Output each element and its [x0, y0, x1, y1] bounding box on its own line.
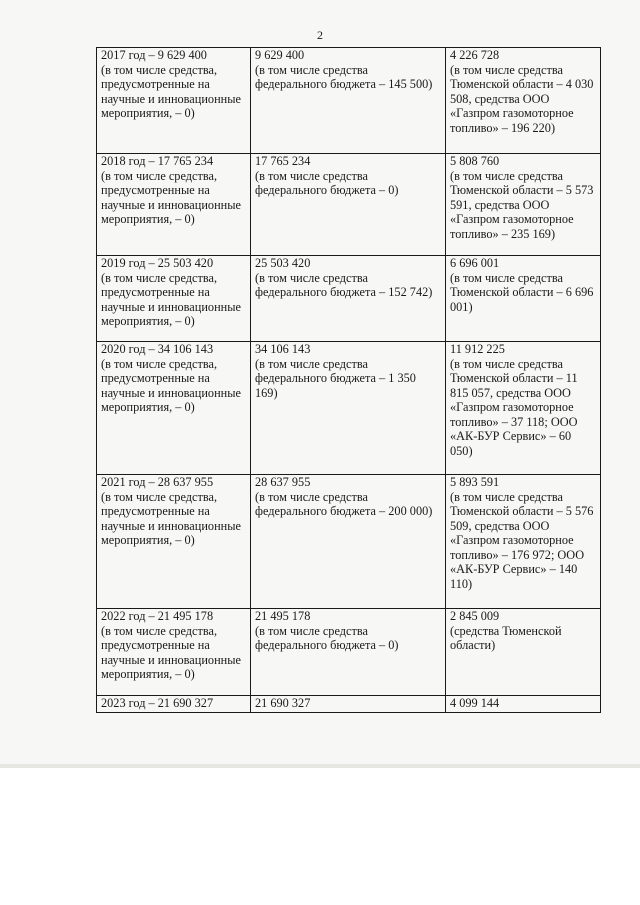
total-cell: 2023 год – 21 690 327 [97, 696, 251, 713]
table-row [97, 256, 601, 342]
federal-cell: 17 765 234 (в том числе средства федерального бюджета – 0) [251, 154, 446, 256]
table-row [97, 48, 601, 154]
total-cell: 2020 год – 34 106 143 (в том числе средства, предусмотренные на научные и инновационные мероприятия, – 0) [97, 342, 251, 475]
funding-table [96, 47, 601, 713]
total-cell: 2019 год – 25 503 420 (в том числе средства, предусмотренные на научные и инновационные мероприятия, – 0) [97, 256, 251, 342]
regional-cell: 4 226 728 (в том числе средства Тюменской области – 4 030 508, средства ООО «Газпром газомоторное топливо» – 196 220) [446, 48, 601, 154]
regional-cell: 11 912 225 (в том числе средства Тюменской области – 11 815 057, средства ООО «Газпром газомоторное топливо» – 37 118; ООО «АК-БУР Сервис» – 60 050) [446, 342, 601, 475]
total-cell: 2021 год – 28 637 955 (в том числе средства, предусмотренные на научные и инновационные мероприятия, – 0) [97, 475, 251, 609]
total-cell: 2017 год – 9 629 400 (в том числе средства, предусмотренные на научные и инновационные мероприятия, – 0) [97, 48, 251, 154]
regional-cell: 5 808 760 (в том числе средства Тюменской области – 5 573 591, средства ООО «Газпром газомоторное топливо» – 235 169) [446, 154, 601, 256]
federal-cell: 34 106 143 (в том числе средства федерального бюджета – 1 350 169) [251, 342, 446, 475]
total-cell: 2018 год – 17 765 234 (в том числе средства, предусмотренные на научные и инновационные мероприятия, – 0) [97, 154, 251, 256]
table-row [97, 154, 601, 256]
table-row [97, 696, 601, 713]
regional-cell: 5 893 591 (в том числе средства Тюменской области – 5 576 509, средства ООО «Газпром газомоторное топливо» – 176 972; ООО «АК-БУР Сервис» – 140 110) [446, 475, 601, 609]
federal-cell: 28 637 955 (в том числе средства федерального бюджета – 200 000) [251, 475, 446, 609]
federal-cell: 21 495 178 (в том числе средства федерального бюджета – 0) [251, 609, 446, 696]
scan-edge [0, 764, 640, 768]
total-cell: 2022 год – 21 495 178 (в том числе средства, предусмотренные на научные и инновационные мероприятия, – 0) [97, 609, 251, 696]
page-number: 2 [317, 28, 323, 42]
table-row [97, 609, 601, 696]
federal-cell: 21 690 327 [251, 696, 446, 713]
regional-cell: 4 099 144 [446, 696, 601, 713]
table-row [97, 342, 601, 475]
regional-cell: 6 696 001 (в том числе средства Тюменской области – 6 696 001) [446, 256, 601, 342]
table-row [97, 475, 601, 609]
regional-cell: 2 845 009 (средства Тюменской области) [446, 609, 601, 696]
federal-cell: 25 503 420 (в том числе средства федерального бюджета – 152 742) [251, 256, 446, 342]
federal-cell: 9 629 400 (в том числе средства федерального бюджета – 145 500) [251, 48, 446, 154]
